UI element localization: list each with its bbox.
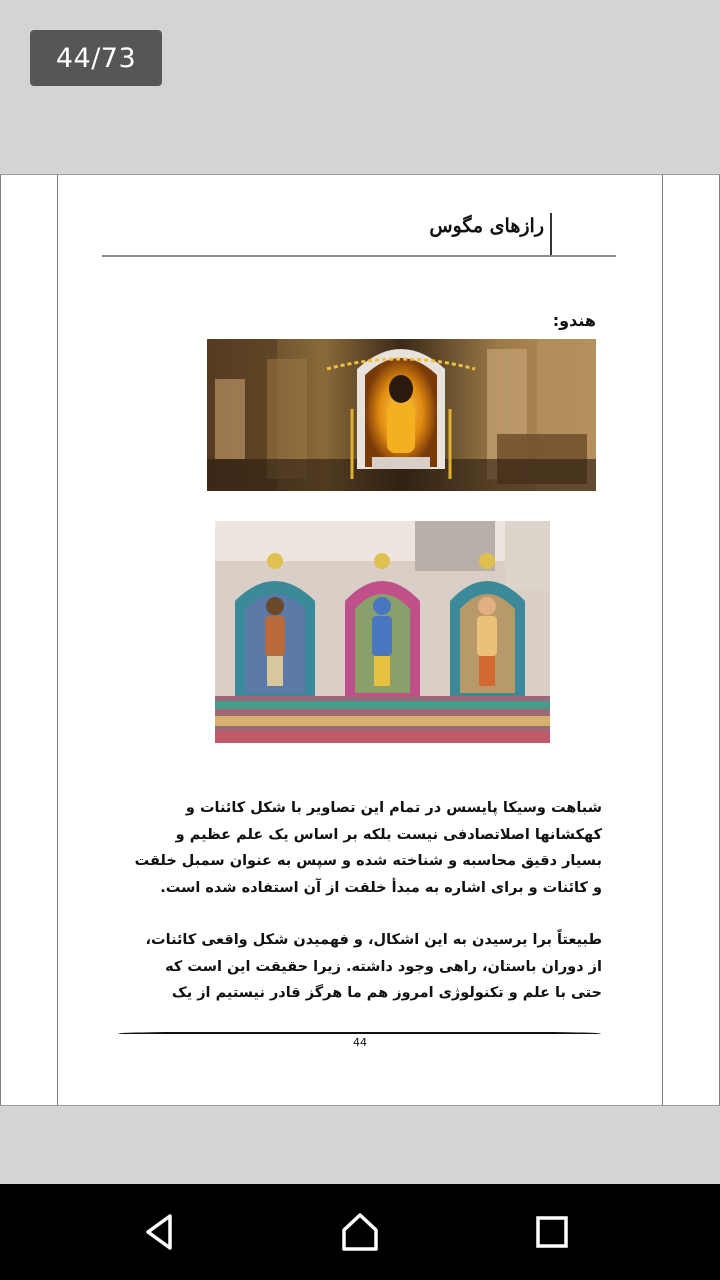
back-button[interactable]	[136, 1208, 184, 1256]
temple-deity-illustration	[207, 339, 596, 491]
header-divider-tick	[550, 213, 552, 257]
home-icon	[338, 1210, 382, 1254]
temple-deity-photo	[207, 339, 596, 491]
paragraph-1-line-3: بسیار دقیق محاسبه و شناخته شده و سپس به عنوان سمبل خلقت	[134, 853, 602, 869]
paragraph-1	[134, 795, 602, 901]
home-button[interactable]	[336, 1208, 384, 1256]
paragraph-1-line-4: و کائنات و برای اشاره به مبدأ خلقت از آن استفاده شده است.	[160, 879, 602, 896]
paragraph-1-line-2: کهکشانها اصلاتصادفی نیست بلکه بر اساس یک علم عظیم و	[175, 826, 602, 843]
page-edge-left	[0, 175, 1, 1105]
page-indicator-badge: 44/73	[30, 30, 162, 86]
recent-apps-button[interactable]	[528, 1208, 576, 1256]
running-header-title: رازهای مگوس	[429, 215, 544, 237]
paragraph-2-line-3: حتی با علم و تکنولوژی امروز هم ما هرگز قادر نیستیم از یک	[171, 985, 602, 1001]
page-margin-line-right	[662, 175, 663, 1105]
header-rule	[102, 255, 616, 257]
paragraph-2-line-2: از دوران باستان، راهی وجود داشته. زیرا حقیقت این است که	[165, 958, 602, 975]
page-margin-line-left	[57, 175, 58, 1105]
paragraph-2-line-1: طبیعتاً برا یرسیدن به این اشکال، و فهمیدن شکل واقعی کائنات،	[145, 932, 602, 948]
back-triangle-icon	[140, 1212, 180, 1252]
document-page[interactable]	[0, 174, 720, 1106]
page-number: 44	[353, 1036, 367, 1049]
recent-apps-icon	[532, 1212, 572, 1252]
temple-statues-photo	[215, 521, 550, 743]
paragraph-1-line-1: شباهت وسیکا پایسس در تمام این تصاویر با شکل کائنات و	[185, 800, 602, 816]
temple-statues-illustration	[215, 521, 550, 743]
section-heading: هندو:	[552, 311, 596, 330]
paragraph-2	[145, 927, 602, 1007]
